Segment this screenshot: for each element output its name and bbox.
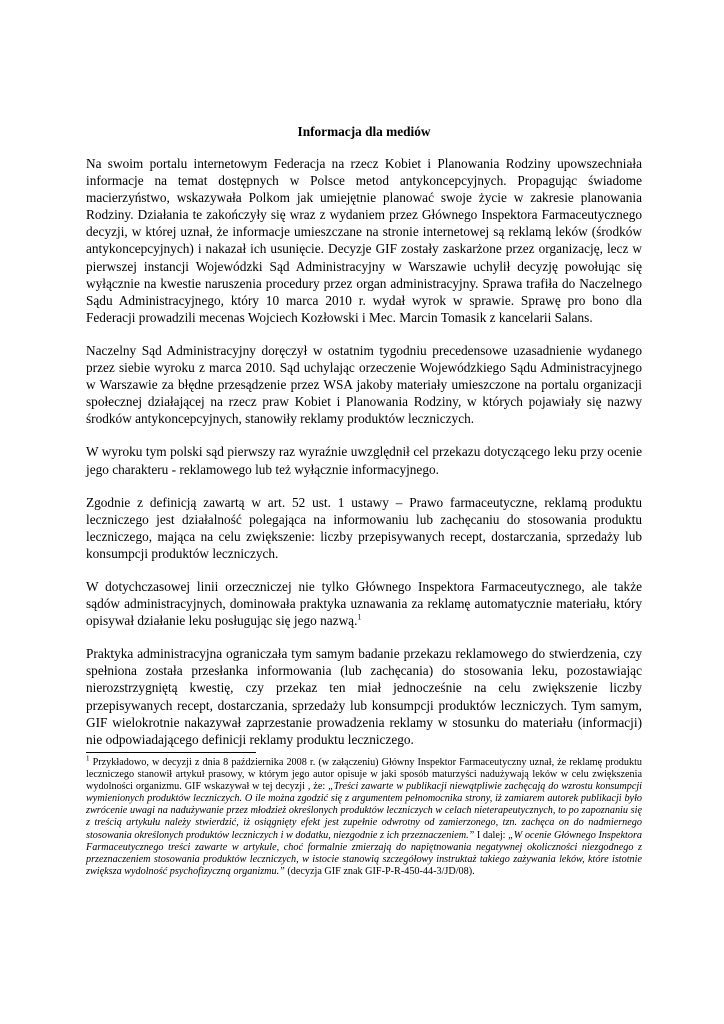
footnote-quote-1: „Treści zawarte w publikacji niewątpliwie zachęcają do wzrostu konsumpcji wymienionych produktów leczniczych. O ile można zgodzić się z argumentem pełnomocnika strony, iż zamiarem autorek publikacji było zwrócenie uwagi na nadużywanie przez młodzież określonych produktów leczniczych w celach nieterapeutycznych, to po zapoznaniu się z treścią artykułu należy stwierdzić, iż osiągnięty efekt jest zupełnie odwrotny od zamierzonego, tzn. zachęca on do nadmiernego stosowania określonych produktów leczniczych i w dodatku, niezgodnie z ich przeznaczeniem.” — [86, 781, 643, 841]
footnote-text-3: (decyzja GIF znak GIF-P-R-450-44-3/JD/08). — [284, 865, 475, 877]
paragraph-6: Praktyka administracyjna ograniczała tym samym badanie przekazu reklamowego do stwierdzenia, czy spełniona została przesłanka informowania (lub zachęcania) do stosowania leku, pozostawiając nierozstrzygniętą kwestię, czy przekaz ten miał jednocześnie na celu zwiększenie liczby przepisywanych recept, dostarczania, sprzedaży lub konsumpcji produktów leczniczych. Tym samym, GIF wielokrotnie nakazywał zaprzestanie prowadzenia reklamy w stosunku do materiału (informacji) nie odpowiadającego definicji reklamy produktu leczniczego. — [86, 646, 642, 747]
paragraph-3: W wyroku tym polski sąd pierwszy raz wyraźnie uwzględnił cel przekazu dotyczącego leku przy ocenie jego charakteru - reklamowego lub też wyłącznie informacyjnego. — [86, 444, 642, 477]
footnote-text-2: I dalej: — [474, 829, 509, 841]
footnote-separator — [86, 752, 256, 753]
paragraph-4: Zgodnie z definicją zawartą w art. 52 ust. 1 ustawy – Prawo farmaceutyczne, reklamą produktu leczniczego jest działalność polegająca na informowaniu lub zachęcaniu do stosowania produktu leczniczego, mająca na celu zwiększenie: liczby przepisywanych recept, dostarczania, sprzedaży lub konsumpcji produktów leczniczych. — [86, 494, 642, 561]
footnote-marker: 1 — [86, 754, 90, 763]
footnote-text-1: Przykładowo, w decyzji z dnia 8 października 2008 r. (w załączeniu) Główny Inspektor Farmaceutyczny uznał, że reklamę produktu leczniczego stanowił artykuł prasowy, w którym jego autor opisuje w jaki sposób maturzyści nadużywają leków w celu zwiększenia wydolności organizmu. GIF wskazywał w tej decyzji , że: — [86, 757, 642, 793]
footnote-quote-2: „W ocenie Głównego Inspektora Farmaceutycznego treści zawarte w artykule, choć formalnie zmierzają do napiętnowania negatywnej okoliczności niezgodnego z przeznaczeniem stosowania produktów leczniczych, w istocie stanowią szczegółowy instruktaż takiego zażywania leków, które istotnie zwiększa wydolność psychofizyczną organizmu.” — [86, 829, 643, 877]
paragraph-5-text: W dotychczasowej linii orzeczniczej nie tylko Głównego Inspektora Farmaceutycznego, ale także sądów administracyjnych, dominowała praktyka uznawania za reklamę automatycznie materiału, który opisywał działanie leku posługując się jego nazwą. — [86, 578, 642, 629]
footnote-reference[interactable]: 1 — [357, 612, 362, 622]
paragraph-5 — [86, 578, 642, 629]
document-body — [86, 124, 642, 764]
document-title: Informacja dla mediów — [297, 124, 431, 139]
footnote — [86, 754, 643, 878]
paragraph-2: Naczelny Sąd Administracyjny doręczył w ostatnim tygodniu precedensowe uzasadnienie wydanego przez siebie wyroku z marca 2010. Sąd uchylając orzeczenie Wojewódzkiego Sądu Administracyjnego w Warszawie za błędne przesądzenie przez WSA jakoby materiały umieszczone na portalu organizacji społecznej działającej na rzecz praw Kobiet i Planowania Rodziny, w których pojawiały się nazwy środków antykoncepcyjnych, stanowiły reklamy produktów leczniczych. — [86, 342, 642, 427]
paragraph-1: Na swoim portalu internetowym Federacja na rzecz Kobiet i Planowania Rodziny upowszechniała informacje na temat dostępnych w Polsce metod antykoncepcyjnych. Propagując świadome macierzyństwo, wskazywała Polkom jak umiejętnie planować swoje życie w zakresie planowania Rodziny. Działania te zakończyły się wraz z wydaniem przez Głównego Inspektora Farmaceutycznego decyzji, w której uznał, że informacje umieszczane na stronie internetowej są reklamą leków (środków antykoncepcyjnych) i nakazał ich usunięcie. Decyzje GIF zostały zaskarżone przez organizację, lecz w pierwszej instancji Wojewódzki Sąd Administracyjny w Warszawie uchylił decyzję powołując się wyłącznie na kwestie naruszenia procedury przez organ administracyjny. Sprawa trafiła do Naczelnego Sądu Administracyjnego, który 10 marca 2010 r. wydał wyrok w sprawie. Sprawę pro bono dla Federacji prowadzili mecenas Wojciech Kozłowski i Mec. Marcin Tomasik z kancelarii Salans. — [86, 156, 642, 325]
